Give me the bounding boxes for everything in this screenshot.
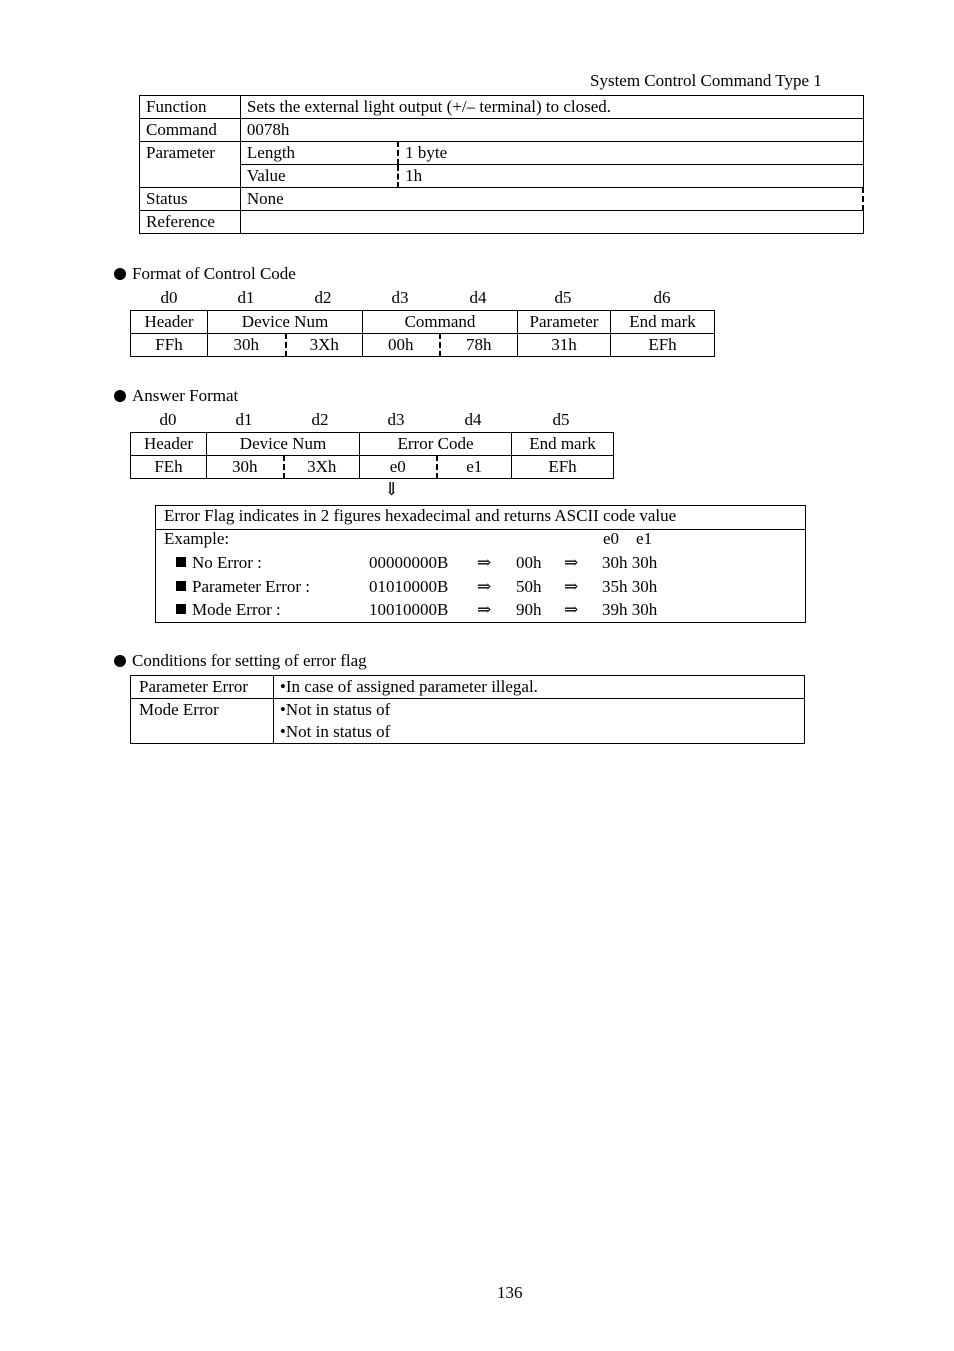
bullet-icon [114,390,126,402]
parameter-error-ascii: 35h 30h [602,577,658,596]
right-arrow-icon: ⇒ [564,577,579,596]
mode-error-ascii: 39h 30h [602,600,658,619]
conditions-heading: Conditions for setting of error flag [114,651,367,671]
parameter-value-row [140,165,864,188]
command-spec-table [139,95,864,234]
reference-label: Reference [140,211,241,234]
page-number: 136 [497,1283,523,1302]
af-d0-label: d0 [159,410,177,429]
parameter-error-label: Parameter Error : [176,577,310,597]
no-error-label: No Error : [176,553,262,573]
e0-e1-header: e0 e1 [603,529,653,548]
function-value: Sets the external light output (+/– terminal) to closed. [240,96,863,119]
reference-row [140,211,864,234]
mode-error-condition-line-1: •Not in status of [279,700,391,719]
param-error-condition-text: •In case of assigned parameter illegal. [273,676,804,699]
error-flag-title-row [156,506,805,530]
cc-d0-label: d0 [160,288,178,307]
af-d4-label: d4 [464,410,482,429]
answer-format-table [130,432,614,479]
af-end-mark-cell: End mark [512,433,614,456]
error-flag-box [155,505,806,623]
mode-error-condition-label: Mode Error [131,699,274,744]
parameter-error-hex: 50h [516,577,542,596]
right-arrow-icon: ⇒ [477,577,492,596]
value-label: Value [240,165,398,188]
cc-d2-label: d2 [314,288,332,307]
cc-device-num-cell: Device Num [208,311,363,334]
af-value-d3: e0 [360,456,437,479]
right-arrow-icon: ⇒ [477,600,492,619]
cc-d6-label: d6 [653,288,671,307]
function-row [140,96,864,119]
answer-format-heading: Answer Format [114,386,238,406]
status-label: Status [140,188,241,211]
square-bullet-icon [176,557,186,567]
bullet-icon [114,268,126,280]
cc-value-d5: 31h [518,334,611,357]
control-code-heading: Format of Control Code [114,264,296,284]
cc-value-d0: FFh [131,334,208,357]
right-arrow-icon: ⇒ [564,553,579,572]
af-value-d5: EFh [512,456,614,479]
param-error-condition-row [131,676,805,699]
status-row [140,188,864,211]
mode-error-condition-row [131,699,805,744]
cc-value-d4: 78h [440,334,518,357]
square-bullet-icon [176,581,186,591]
af-value-d0: FEh [131,456,207,479]
status-value: None [240,188,863,211]
af-value-row [131,456,614,479]
command-label: Command [140,119,241,142]
cc-d4-label: d4 [469,288,487,307]
mode-error-binary: 10010000B [369,600,449,619]
mode-error-condition-text [273,699,804,744]
parameter-label: Parameter [140,142,241,188]
cc-value-d3: 00h [363,334,440,357]
cc-end-mark-cell: End mark [611,311,715,334]
value-value: 1h [398,165,863,188]
example-label: Example: [164,529,230,548]
length-label: Length [240,142,398,165]
af-d2-label: d2 [311,410,329,429]
af-d1-label: d1 [235,410,253,429]
parameter-length-row [140,142,864,165]
cc-header-row [131,311,715,334]
mode-error-label: Mode Error : [176,600,281,620]
right-arrow-icon: ⇒ [477,553,492,572]
page-header-title: System Control Command Type 1 [590,71,822,90]
command-row [140,119,864,142]
cc-value-d2: 3Xh [286,334,363,357]
cc-value-d6: EFh [611,334,715,357]
cc-parameter-cell: Parameter [518,311,611,334]
cc-command-cell: Command [363,311,518,334]
cc-d3-label: d3 [391,288,409,307]
no-error-ascii: 30h 30h [602,553,658,572]
cc-d5-label: d5 [554,288,572,307]
bullet-icon [114,655,126,667]
mode-error-hex: 90h [516,600,542,619]
af-d5-label: d5 [552,410,570,429]
mode-error-condition-line-2: •Not in status of [279,722,391,741]
reference-value [240,211,863,234]
parameter-error-binary: 01010000B [369,577,449,596]
square-bullet-icon [176,604,186,614]
af-value-d1: 30h [207,456,284,479]
param-error-condition-label: Parameter Error [131,676,274,699]
af-header-cell: Header [131,433,207,456]
down-arrow-icon: ⇓ [384,479,400,499]
no-error-hex: 00h [516,553,542,572]
command-value: 0078h [240,119,863,142]
cc-value-d1: 30h [208,334,286,357]
af-d3-label: d3 [387,410,405,429]
right-arrow-icon: ⇒ [564,600,579,619]
af-value-d4: e1 [437,456,512,479]
cc-d1-label: d1 [237,288,255,307]
conditions-table [130,675,805,744]
no-error-binary: 00000000B [369,553,449,572]
af-header-row [131,433,614,456]
control-code-table [130,310,715,357]
function-label: Function [140,96,241,119]
af-value-d2: 3Xh [284,456,360,479]
error-flag-title: Error Flag indicates in 2 figures hexadecimal and returns ASCII code value [164,506,677,525]
cc-header-cell: Header [131,311,208,334]
af-error-code-cell: Error Code [360,433,512,456]
length-value: 1 byte [398,142,863,165]
af-device-num-cell: Device Num [207,433,360,456]
cc-value-row [131,334,715,357]
